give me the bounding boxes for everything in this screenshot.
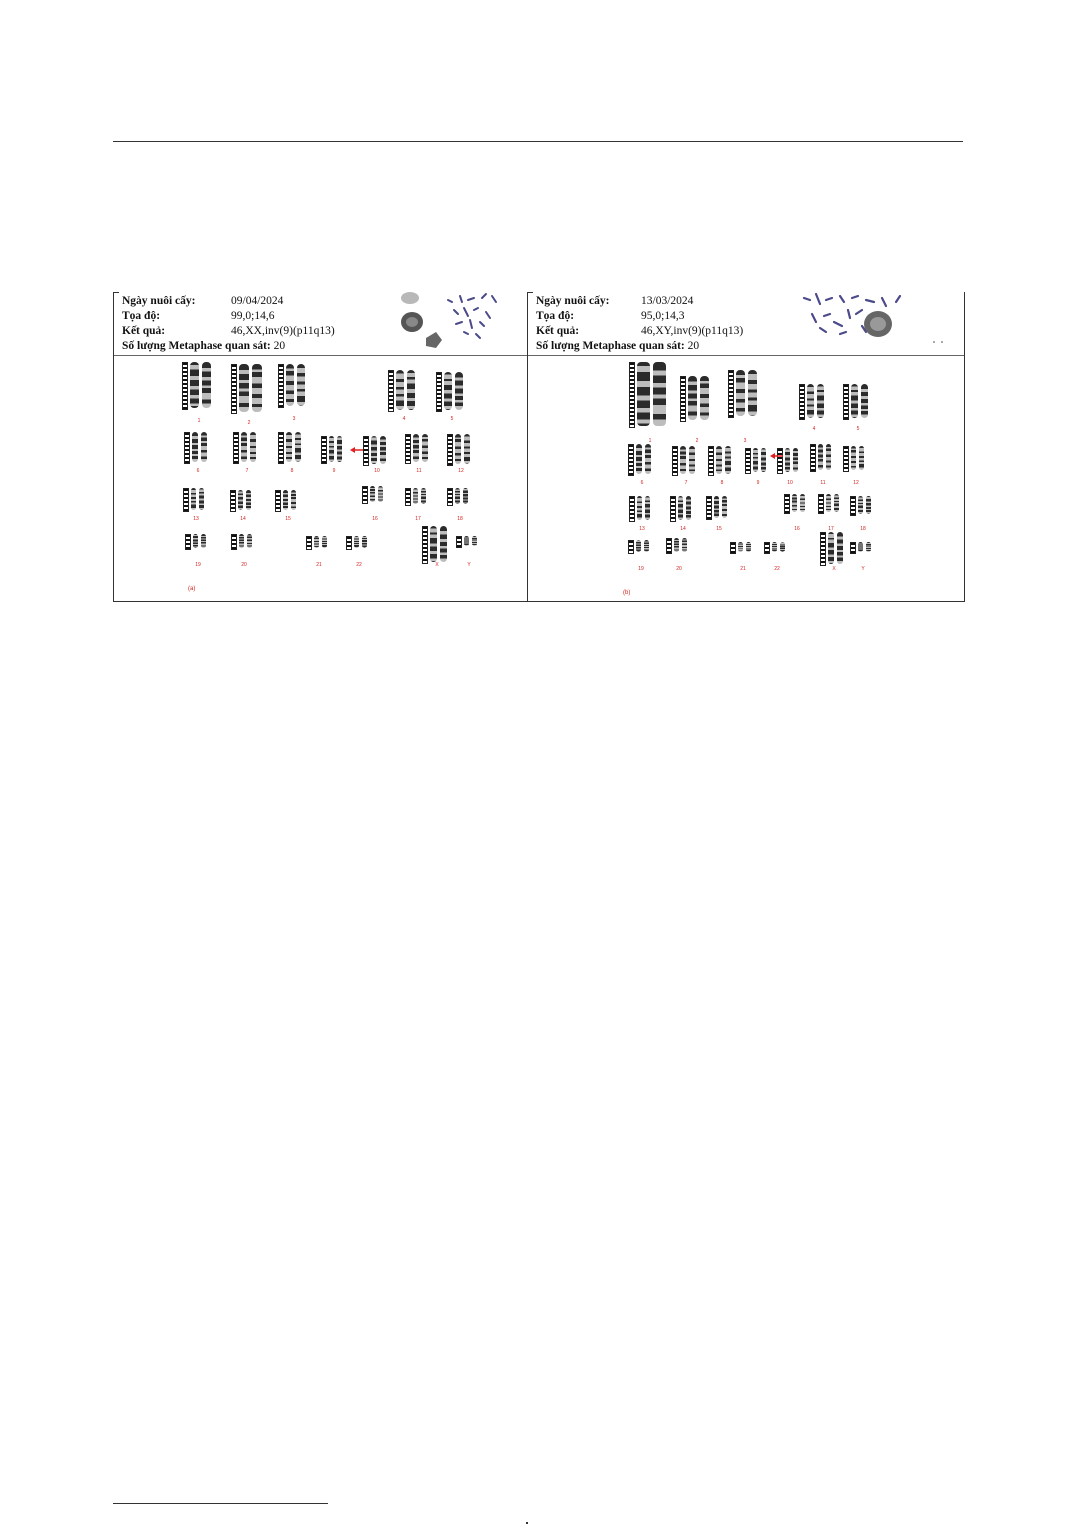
chromosome [192, 432, 198, 462]
chromosome-number-label: 20 [676, 566, 682, 572]
metaphase-suffix: quan sát: [639, 340, 685, 352]
chromosome [748, 370, 757, 416]
chromosome [746, 542, 751, 552]
chromosome-ideogram [672, 446, 678, 476]
chromosome-ideogram [362, 486, 368, 504]
chromosome [866, 496, 871, 514]
chromosome [680, 446, 686, 474]
panel-b-field-date [536, 294, 699, 309]
chromosome-ideogram [628, 444, 634, 476]
chromosome-ideogram [745, 448, 751, 474]
chromosome [828, 532, 834, 564]
chromosome [413, 434, 419, 462]
chromosome-ideogram [843, 384, 849, 420]
chromosome-ideogram [321, 436, 327, 464]
chromosome [807, 384, 814, 418]
chromosome [793, 448, 798, 472]
chromosome [407, 370, 415, 410]
field-value: 13/03/2024 [641, 295, 694, 307]
panel-b-field-coord [536, 309, 699, 324]
chromosome [725, 446, 731, 474]
chromosome [190, 362, 199, 408]
panel-b-karyogram [528, 356, 964, 601]
chromosome [688, 376, 697, 420]
chromosome-number-label: 6 [196, 468, 200, 474]
chromosome-ideogram [182, 362, 188, 410]
chromosome-number-label: 22 [774, 566, 780, 572]
chromosome-number-label: 2 [695, 438, 699, 444]
chromosome [362, 536, 367, 548]
chromosome [444, 372, 452, 410]
chromosome-number-label: 20 [241, 562, 247, 568]
chromosome [851, 446, 856, 470]
chromosome [463, 488, 468, 504]
chromosome-number-label: 21 [316, 562, 322, 568]
chromosome-number-label: X [435, 562, 439, 568]
chromosome-ideogram [820, 532, 826, 566]
karyotype-figure [113, 292, 965, 602]
chromosome [636, 444, 642, 474]
chromosome-ideogram [818, 494, 824, 514]
chromosome-number-label: 19 [195, 562, 201, 568]
chromosome [295, 432, 301, 462]
chromosome-number-label: Y [861, 566, 865, 572]
chromosome-number-label: 1 [648, 438, 652, 444]
chromosome [861, 384, 868, 418]
chromosome [396, 370, 404, 410]
panel-a-karyogram [114, 356, 528, 601]
chromosome [286, 364, 294, 406]
chromosome [700, 376, 709, 420]
chromosome [736, 370, 745, 416]
chromosome-number-label: 12 [458, 468, 464, 474]
chromosome-number-label: 15 [716, 526, 722, 532]
chromosome-number-label: 5 [450, 416, 454, 422]
panel-a-info [122, 294, 335, 354]
chromosome-ideogram [730, 542, 736, 554]
chromosome [686, 496, 691, 520]
chromosome-number-label: 7 [245, 468, 249, 474]
chromosome-number-label: 14 [680, 526, 686, 532]
chromosome [817, 384, 824, 418]
chromosome-ideogram [278, 364, 284, 408]
chromosome-ideogram [670, 496, 676, 522]
field-label: Tọa độ: [536, 310, 575, 322]
metaphase-label: Số lượng Metaphase [122, 340, 223, 352]
chromosome [354, 536, 359, 548]
chromosome [682, 538, 687, 552]
chromosome [283, 490, 288, 510]
chromosome-number-label: X [832, 566, 836, 572]
page-mark [526, 1522, 528, 1524]
footnote-rule [113, 1503, 328, 1504]
chromosome-number-label: 9 [756, 480, 760, 486]
chromosome [241, 432, 247, 462]
chromosome-number-label: 15 [285, 516, 291, 522]
chromosome-ideogram [629, 496, 635, 522]
chromosome-ideogram [843, 446, 849, 472]
chromosome-number-label: 8 [720, 480, 724, 486]
chromosome [337, 436, 342, 462]
chromosome [247, 534, 252, 548]
chromosome [785, 448, 790, 472]
chromosome [250, 432, 256, 462]
chromosome [674, 538, 679, 552]
chromosome-number-label: 6 [640, 480, 644, 486]
chromosome [645, 444, 651, 474]
chromosome-ideogram [233, 432, 239, 464]
panel-b-field-result [536, 324, 744, 339]
chromosome [440, 526, 447, 562]
chromosome [645, 496, 650, 520]
chromosome-ideogram [764, 542, 770, 554]
chromosome-ideogram [799, 384, 805, 420]
chromosome [455, 372, 463, 410]
field-label: Ngày nuôi cấy: [536, 295, 610, 307]
chromosome [722, 496, 727, 518]
chromosome [455, 434, 461, 464]
chromosome [858, 542, 863, 552]
chromosome [753, 448, 758, 472]
chromosome [738, 542, 743, 552]
chromosome [644, 540, 649, 552]
chromosome [780, 542, 785, 552]
field-value: 95,0;14,3 [641, 310, 685, 322]
chromosome [800, 494, 805, 512]
chromosome [678, 496, 683, 520]
chromosome-number-label: 13 [639, 526, 645, 532]
chromosome-number-label: 12 [853, 480, 859, 486]
chromosome [859, 446, 864, 470]
panel-b-metaphase [536, 339, 699, 354]
chromosome-number-label: 11 [820, 480, 826, 486]
chromosome-ideogram [447, 434, 453, 466]
field-label: Kết quả: [122, 325, 166, 337]
chromosome-number-label: 1 [197, 418, 201, 424]
chromosome-number-label: 16 [794, 526, 800, 532]
chromosome-ideogram [278, 432, 284, 464]
chromosome [191, 488, 196, 510]
chromosome-number-label: 22 [356, 562, 362, 568]
chromosome [413, 488, 418, 504]
chromosome-ideogram [666, 538, 672, 554]
chromosome-ideogram [708, 446, 714, 476]
chromosome-number-label: 13 [193, 516, 199, 522]
chromosome-number-label: 14 [240, 516, 246, 522]
chromosome-ideogram [184, 432, 190, 464]
chromosome [246, 490, 251, 510]
chromosome [866, 542, 871, 552]
field-value: 09/04/2024 [231, 295, 284, 307]
chromosome-number-label: 8 [290, 468, 294, 474]
chromosome [455, 488, 460, 504]
chromosome-ideogram [183, 488, 189, 512]
chromosome-ideogram [306, 536, 312, 550]
chromosome-ideogram [447, 488, 453, 506]
chromosome [636, 540, 641, 552]
chromosome [422, 434, 428, 462]
chromosome-number-label: 19 [638, 566, 644, 572]
panel-a-field-coord [122, 309, 285, 324]
panel-b-info [536, 294, 744, 354]
field-label: Tọa độ: [122, 310, 161, 322]
chromosome [714, 496, 719, 518]
chromosome [826, 494, 831, 512]
field-value: 99,0;14,6 [231, 310, 275, 322]
chromosome [370, 486, 375, 502]
chromosome-number-label: 18 [457, 516, 463, 522]
chromosome-ideogram [456, 536, 462, 548]
chromosome [239, 534, 244, 548]
chromosome [378, 486, 383, 502]
chromosome [689, 446, 695, 474]
chromosome [238, 490, 243, 510]
chromosome-number-label: Y [467, 562, 471, 568]
panel-b-letter: (b) [623, 590, 631, 596]
header-rule [113, 141, 963, 142]
chromosome-ideogram [230, 490, 236, 512]
chromosome [297, 364, 305, 406]
chromosome-number-label: 5 [856, 426, 860, 432]
chromosome [252, 364, 262, 412]
chromosome-ideogram [680, 376, 686, 422]
chromosome [653, 362, 666, 426]
chromosome-number-label: 10 [787, 480, 793, 486]
panel-a-metaphase [122, 339, 285, 354]
chromosome [430, 526, 437, 562]
chromosome-number-label: 11 [416, 468, 422, 474]
chromosome-number-label: 4 [812, 426, 816, 432]
field-value: 46,XX,inv(9)(p11q13) [231, 325, 335, 337]
chromosome [772, 542, 777, 552]
chromosome-ideogram [185, 534, 191, 550]
chromosome [637, 362, 650, 426]
chromosome-ideogram [275, 490, 281, 512]
chromosome-number-label: 10 [374, 468, 380, 474]
chromosome [286, 432, 292, 462]
chromosome [716, 446, 722, 474]
chromosome-number-label: 17 [828, 526, 834, 532]
chromosome-ideogram [388, 370, 394, 412]
chromosome-ideogram [628, 540, 634, 554]
chromosome-ideogram [706, 496, 712, 520]
metaphase-label: Số lượng Metaphase [536, 340, 637, 352]
chromosome [472, 536, 477, 546]
chromosome [851, 384, 858, 418]
chromosome [201, 534, 206, 548]
chromosome [826, 444, 831, 470]
chromosome [201, 432, 207, 462]
chromosome [858, 496, 863, 514]
chromosome-ideogram [728, 370, 734, 418]
chromosome-number-label: 4 [402, 416, 406, 422]
chromosome [761, 448, 766, 472]
inversion-arrow-icon [770, 452, 784, 460]
chromosome-ideogram [422, 526, 428, 564]
chromosome [421, 488, 426, 504]
chromosome-ideogram [231, 534, 237, 550]
chromosome-number-label: 16 [372, 516, 378, 522]
chromosome-ideogram [231, 364, 237, 414]
chromosome-ideogram [784, 494, 790, 514]
metaphase-suffix: quan sát: [225, 340, 271, 352]
chromosome [314, 536, 319, 548]
chromosome-ideogram [346, 536, 352, 550]
chromosome [202, 362, 211, 408]
chromosome-number-label: 3 [292, 416, 296, 422]
chromosome [464, 434, 470, 464]
chromosome-ideogram [850, 542, 856, 554]
chromosome [464, 536, 469, 546]
chromosome-number-label: 2 [247, 420, 251, 426]
panel-a-metaphase-images [396, 292, 528, 354]
field-value: 46,XY,inv(9)(p11q13) [641, 325, 744, 337]
panel-a-letter: (a) [188, 586, 196, 592]
chromosome [291, 490, 296, 510]
chromosome-number-label: 9 [332, 468, 336, 474]
field-label: Ngày nuôi cấy: [122, 295, 196, 307]
chromosome-ideogram [405, 488, 411, 506]
panel-a-field-result [122, 324, 335, 339]
chromosome [837, 532, 843, 564]
karyotype-panel-a [113, 292, 528, 602]
chromosome-number-label: 18 [860, 526, 866, 532]
chromosome [818, 444, 823, 470]
chromosome [792, 494, 797, 512]
chromosome-ideogram [436, 372, 442, 412]
panel-b-metaphase-images [796, 292, 962, 354]
chromosome [322, 536, 327, 548]
chromosome-number-label: 7 [684, 480, 688, 486]
inversion-arrow-icon [350, 446, 364, 454]
chromosome [239, 364, 249, 412]
chromosome [371, 436, 377, 464]
chromosome [193, 534, 198, 548]
chromosome-number-label: 21 [740, 566, 746, 572]
chromosome [329, 436, 334, 462]
chromosome [380, 436, 386, 464]
chromosome-number-label: 17 [415, 516, 421, 522]
chromosome [834, 494, 839, 512]
chromosome-ideogram [810, 444, 816, 472]
panel-a-field-date [122, 294, 285, 309]
field-label: Kết quả: [536, 325, 580, 337]
chromosome-ideogram [629, 362, 635, 428]
chromosome [199, 488, 204, 510]
metaphase-value: 20 [687, 340, 700, 352]
metaphase-value: 20 [273, 340, 286, 352]
karyotype-panel-b [527, 292, 965, 602]
chromosome [637, 496, 642, 520]
chromosome-number-label: 3 [743, 438, 747, 444]
chromosome-ideogram [850, 496, 856, 516]
chromosome-ideogram [405, 434, 411, 464]
